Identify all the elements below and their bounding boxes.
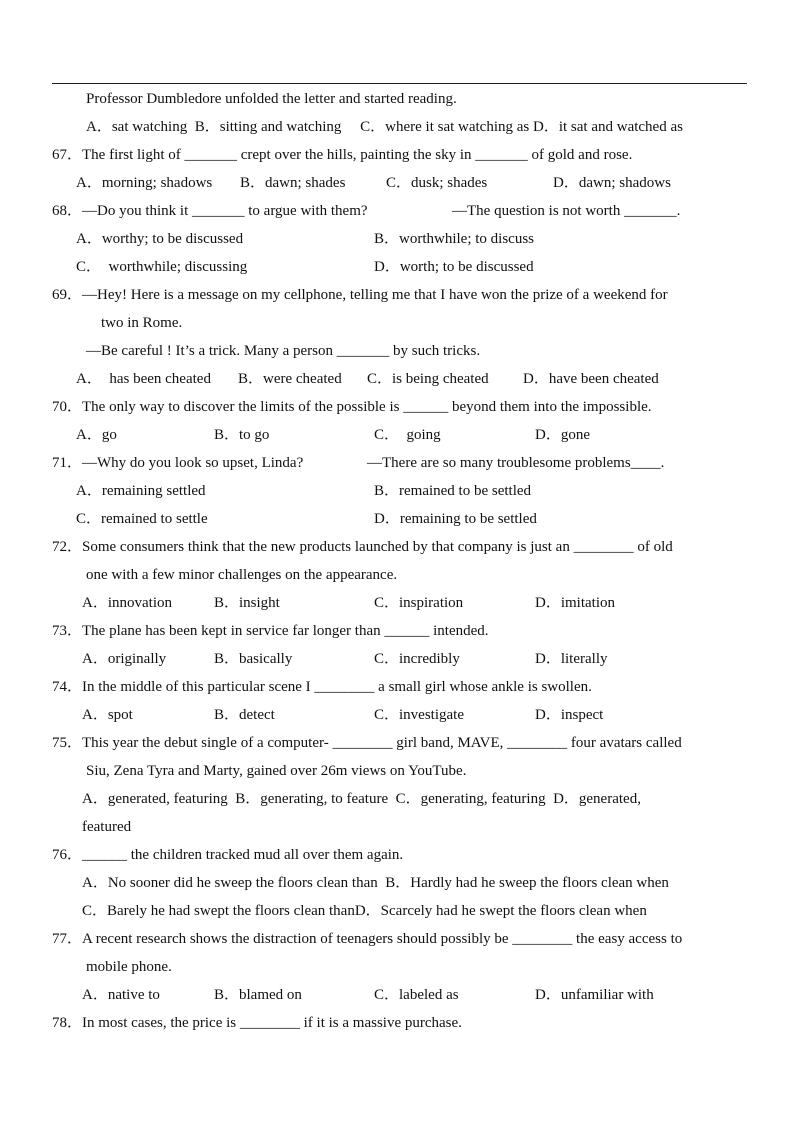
option-c: C．investigate xyxy=(374,707,464,723)
option-c: C． going xyxy=(374,427,441,443)
option-b: B．dawn; shades xyxy=(240,175,346,191)
question-stem: 68．—Do you think it _______ to argue with them? xyxy=(52,203,368,219)
option-d: D．inspect xyxy=(535,707,604,723)
option-a: A． has been cheated xyxy=(76,371,211,387)
question-stem: 73．The plane has been kept in service far longer than ______ intended. xyxy=(52,623,489,639)
option-d: D．literally xyxy=(535,651,608,667)
option-d: D．remaining to be settled xyxy=(374,511,537,527)
option-c: C．dusk; shades xyxy=(386,175,488,191)
question-stem: 75．This year the debut single of a computer- ________ girl band, MAVE, ________ four avatars called xyxy=(52,735,682,751)
option-c: C． worthwhile; discussing xyxy=(76,259,248,275)
option-b: B．insight xyxy=(214,595,280,611)
text-line: Professor Dumbledore unfolded the letter and started reading. xyxy=(86,91,457,107)
option-d: D．unfamiliar with xyxy=(535,987,654,1003)
option-b: B．were cheated xyxy=(238,371,342,387)
question-reply: —The question is not worth _______. xyxy=(452,203,681,219)
question-stem: 78．In most cases, the price is ________ if it is a massive purchase. xyxy=(52,1015,462,1031)
option-c: C．is being cheated xyxy=(367,371,489,387)
text-line: A．sat watching B．sitting and watching C．where it sat watching as D．it sat and watched as xyxy=(86,119,683,135)
question-stem-cont: one with a few minor challenges on the appearance. xyxy=(86,567,398,583)
question-stem: 72．Some consumers think that the new products launched by that company is just an ________ of old xyxy=(52,539,673,555)
option-a: A．morning; shadows xyxy=(76,175,213,191)
question-stem-cont: mobile phone. xyxy=(86,959,172,975)
option-a: A．native to xyxy=(82,987,160,1003)
option-d: D．worth; to be discussed xyxy=(374,259,534,275)
option-b: B．basically xyxy=(214,651,293,667)
question-reply: —There are so many troublesome problems____. xyxy=(367,455,665,471)
option-line: A．generated, featuring B．generating, to feature C．generating, featuring D．generated, xyxy=(82,791,641,807)
option-a: A．remaining settled xyxy=(76,483,206,499)
question-stem: 76．______ the children tracked mud all over them again. xyxy=(52,847,404,863)
option-d: D．imitation xyxy=(535,595,615,611)
question-stem: 74．In the middle of this particular scene I ________ a small girl whose ankle is swollen. xyxy=(52,679,592,695)
option-b: B．remained to be settled xyxy=(374,483,532,499)
option-a: A．innovation xyxy=(82,595,172,611)
option-d: D．dawn; shadows xyxy=(553,175,671,191)
option-b: B．blamed on xyxy=(214,987,302,1003)
option-c: C．labeled as xyxy=(374,987,459,1003)
option-a: A．worthy; to be discussed xyxy=(76,231,244,247)
option-line: C．Barely he had swept the floors clean thanD．Scarcely had he swept the floors clean when xyxy=(82,903,647,919)
option-a: A．spot xyxy=(82,707,133,723)
option-b: B．to go xyxy=(214,427,270,443)
option-line: A．No sooner did he sweep the floors clean than B．Hardly had he sweep the floors clean when xyxy=(82,875,669,891)
question-reply: —Be careful ! It’s a trick. Many a person _______ by such tricks. xyxy=(86,343,481,359)
question-stem: 77．A recent research shows the distraction of teenagers should possibly be ________ the easy access to xyxy=(52,931,683,947)
option-a: A．go xyxy=(76,427,117,443)
option-c: C．inspiration xyxy=(374,595,464,611)
option-d: D．have been cheated xyxy=(523,371,659,387)
option-b: B．detect xyxy=(214,707,275,723)
option-line-cont: featured xyxy=(82,819,132,835)
option-c: C．incredibly xyxy=(374,651,460,667)
question-stem: 70．The only way to discover the limits of the possible is ______ beyond them into the impossible. xyxy=(52,399,652,415)
question-stem: 67．The first light of _______ crept over the hills, painting the sky in _______ of gold and rose. xyxy=(52,147,633,163)
question-stem: 69．—Hey! Here is a message on my cellphone, telling me that I have won the prize of a weekend for xyxy=(52,287,668,303)
question-stem-cont: two in Rome. xyxy=(101,315,183,331)
question-stem-cont: Siu, Zena Tyra and Marty, gained over 26m views on YouTube. xyxy=(86,763,467,779)
option-c: C．remained to settle xyxy=(76,511,208,527)
option-b: B．worthwhile; to discuss xyxy=(374,231,534,247)
option-d: D．gone xyxy=(535,427,590,443)
header-rule xyxy=(52,83,747,84)
question-stem: 71．—Why do you look so upset, Linda? xyxy=(52,455,304,471)
option-a: A．originally xyxy=(82,651,167,667)
